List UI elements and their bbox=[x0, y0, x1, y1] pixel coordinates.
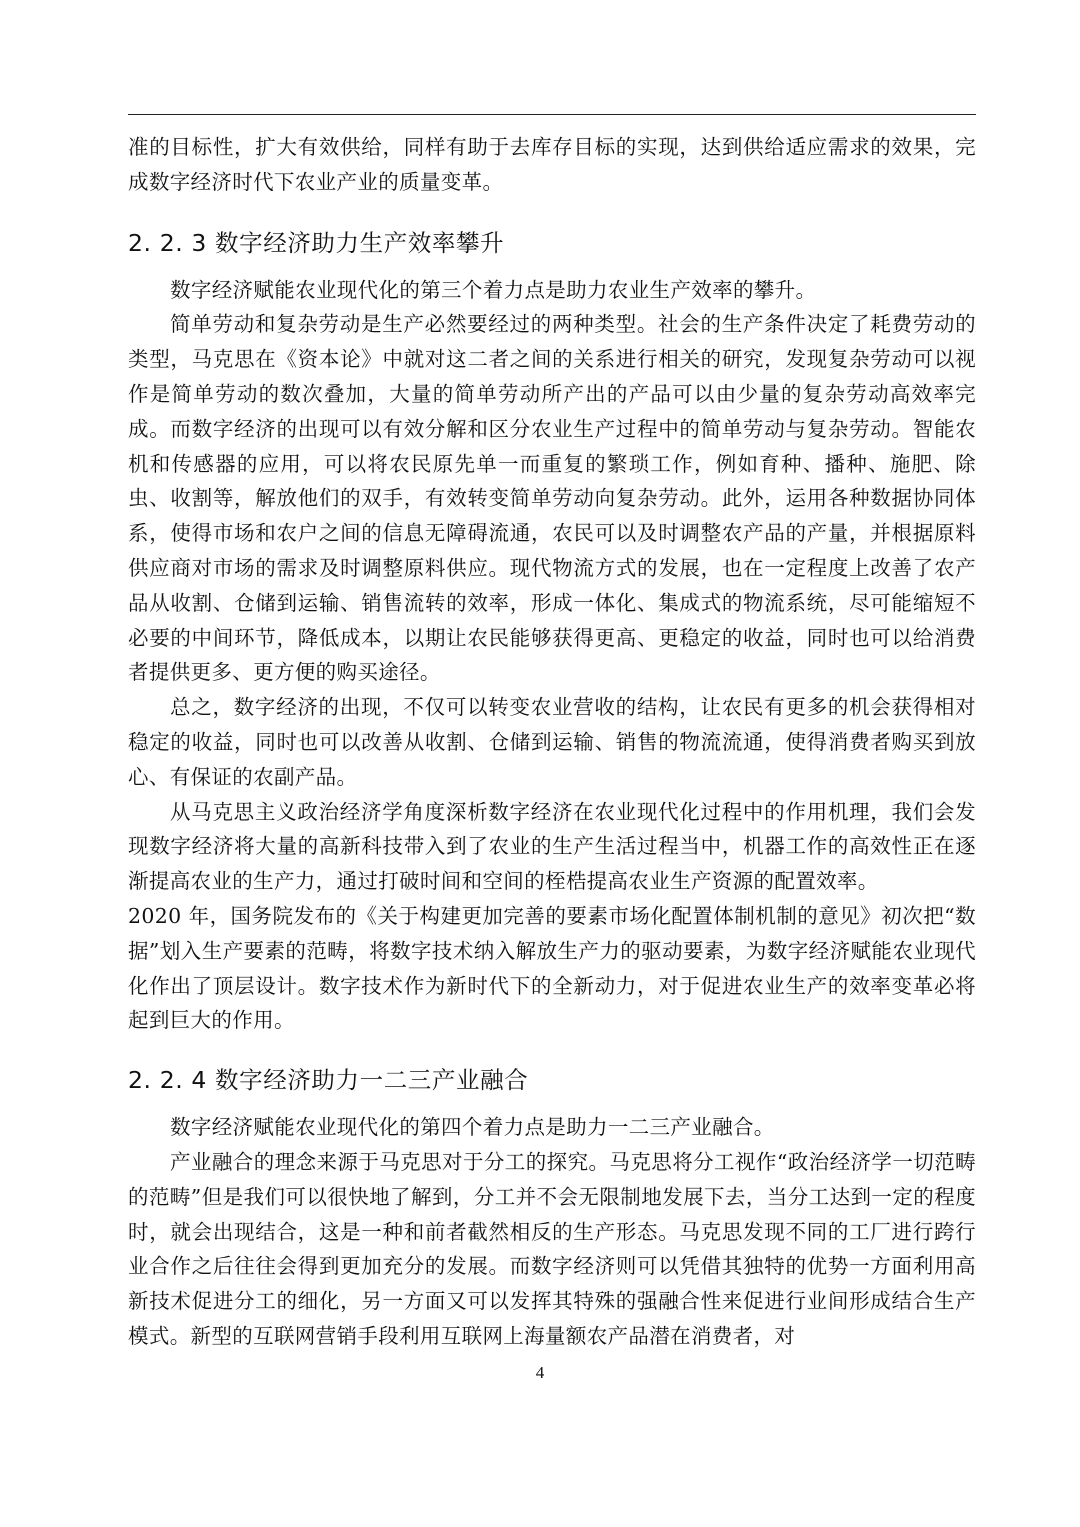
body-paragraph: 产业融合的理念来源于马克思对于分工的探究。马克思将分工视作“政治经济学一切范畴的范畴”但是我们可以很快地了解到，分工并不会无限制地发展下去，当分工达到一定的程度时，就会出现结合，这是一种和前者截然相反的生产形态。马克思发现不同的工厂进行跨行业合作之后往往会得到更加充分的发展。而数字经济则可以凭借其独特的优势一方面利用高新技术促进分工的细化，另一方面又可以发挥其特殊的强融合性来促进行业间形成结合生产模式。新型的互联网营销手段利用互联网上海量额农产品潜在消费者，对 bbox=[128, 1149, 976, 1348]
body-paragraph: 总之，数字经济的出现，不仅可以转变农业营收的结构，让农民有更多的机会获得相对稳定的收益，同时也可以改善从收割、仓储到运输、销售的物流流通，使得消费者购买到放心、有保证的农副产品。 bbox=[128, 695, 976, 789]
body-paragraph: 准的目标性，扩大有效供给，同样有助于去库存目标的实现，达到供给适应需求的效果，完成数字经济时代下农业产业的质量变革。 bbox=[128, 135, 976, 194]
section-heading-2-2-4: 2. 2. 4 数字经济助力一二三产业融合 bbox=[128, 1066, 529, 1095]
body-paragraph: 简单劳动和复杂劳动是生产必然要经过的两种类型。社会的生产条件决定了耗费劳动的类型，马克思在《资本论》中就对这二者之间的关系进行相关的研究，发现复杂劳动可以视作是简单劳动的数次叠加，大量的简单劳动所产出的产品可以由少量的复杂劳动高效率完成。而数字经济的出现可以有效分解和区分农业生产过程中的简单劳动与复杂劳动。智能农机和传感器的应用，可以将农民原先单一而重复的繁琐工作，例如育种、播种、施肥、除虫、收割等，解放他们的双手，有效转变简单劳动向复杂劳动。此外，运用各种数据协同体系，使得市场和农户之间的信息无障碍流通，农民可以及时调整农产品的产量，并根据原料供应商对市场的需求及时调整原料供应。现代物流方式的发展，也在一定程度上改善了农产品从收割、仓储到运输、销售流转的效率，形成一体化、集成式的物流系统，尽可能缩短不必要的中间环节，降低成本，以期让农民能够获得更高、更稳定的收益，同时也可以给消费者提供更多、更方便的购买途径。 bbox=[128, 312, 976, 685]
body-paragraph: 数字经济赋能农业现代化的第三个着力点是助力农业生产效率的攀升。 bbox=[170, 277, 817, 302]
page-body bbox=[128, 130, 976, 1354]
body-paragraph: 数字经济赋能农业现代化的第四个着力点是助力一二三产业融合。 bbox=[170, 1115, 775, 1140]
section-heading-2-2-3: 2. 2. 3 数字经济助力生产效率攀升 bbox=[128, 228, 505, 257]
header-rule bbox=[128, 114, 976, 115]
body-paragraph: 2020 年，国务院发布的《关于构建更加完善的要素市场化配置体制机制的意见》初次把“数据”划入生产要素的范畴，将数字技术纳入解放生产力的驱动要素，为数字经济赋能农业现代化作出了顶层设计。数字技术作为新时代下的全新动力，对于促进农业生产的效率变革必将起到巨大的作用。 bbox=[128, 903, 976, 1033]
page-number: 4 bbox=[535, 1363, 545, 1382]
body-paragraph: 从马克思主义政治经济学角度深析数字经济在农业现代化过程中的作用机理，我们会发现数字经济将大量的高新科技带入到了农业的生产生活过程当中，机器工作的高效性正在逐渐提高农业的生产力，通过打破时间和空间的桎梏提高农业生产资源的配置效率。 bbox=[128, 799, 976, 894]
